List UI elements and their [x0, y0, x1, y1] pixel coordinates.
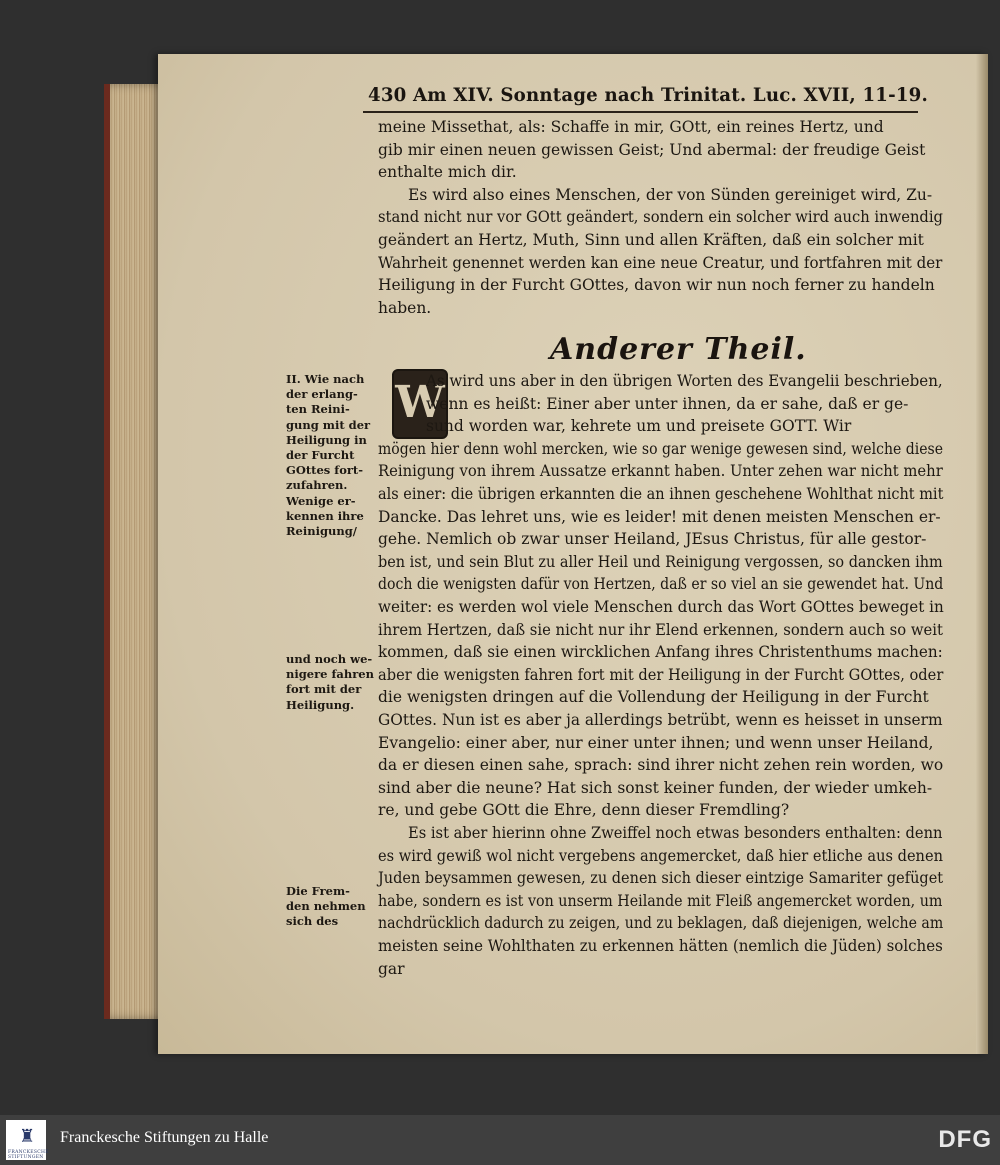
eagle-icon: ♜: [19, 1126, 36, 1147]
institution-logo[interactable]: [6, 1120, 49, 1160]
margin-note-line: zufahren.: [286, 478, 348, 493]
margin-note-line: Heiligung.: [286, 697, 355, 712]
header-rule: [363, 111, 918, 113]
text-line: mögen hier denn wohl mercken, wie so gar wenige gewesen sind, welche diese: [378, 439, 944, 458]
margin-note-line: kennen ihre: [286, 508, 364, 523]
text-line: doch die wenigsten dafür von Hertzen, daß er so viel an sie gewendet hat. Und: [378, 575, 944, 594]
text-line: nachdrücklich dadurch zu zeigen, und zu beklagen, daß diejenigen, welche am: [378, 914, 944, 933]
text-line: sund worden war, kehrete um und preisete GOTT. Wir: [426, 417, 852, 436]
text-line: Heiligung in der Furcht GOttes, davon wir nun noch ferner zu handeln: [378, 276, 935, 295]
margin-note-line: der Furcht: [286, 448, 355, 462]
text-line: Dancke. Das lehret uns, wie es leider! mit denen meisten Menschen er-: [378, 507, 941, 526]
text-line: da er diesen einen sahe, sprach: sind ihrer nicht zehen rein worden, wo: [378, 756, 944, 775]
running-header: [368, 84, 928, 106]
footer-bar: [0, 1115, 1000, 1165]
text-line: GOttes. Nun ist es aber ja allerdings betrübt, wenn es heisset in unserm: [378, 711, 943, 729]
text-line: Juden beysammen gewesen, zu denen sich dieser eintzige Samariter gefüget: [378, 869, 944, 888]
margin-note-line: ten Reini-: [286, 402, 350, 417]
text-line: re, und gebe GOtt die Ehre, denn dieser Fremdling?: [378, 801, 790, 820]
text-line: Wahrheit genennet werden kan eine neue Creatur, und fortfahren mit der: [378, 253, 943, 272]
text-line: geändert an Hertz, Muth, Sinn und allen Kräften, daß ein solcher mit: [378, 231, 924, 249]
margin-note-line: gung mit der: [286, 417, 371, 432]
section-title: Anderer Theil.: [550, 332, 807, 367]
institution-name[interactable]: Franckesche Stiftungen zu Halle: [60, 1129, 269, 1146]
margin-note-line: sich des: [286, 914, 339, 929]
text-line: als einer: die übrigen erkannten die an ihnen geschehene Wohlthat nicht mit: [378, 485, 944, 503]
margin-note-line: Reinigung/: [286, 524, 357, 538]
text-line: ihrem Hertzen, daß sie nicht nur ihr Elend erkennen, sondern auch so weit: [378, 620, 943, 639]
decorated-initial: W: [392, 369, 448, 439]
text-line: habe, sondern es ist von unserm Heilande mit Fleiß angemercket worden, um: [378, 891, 943, 910]
text-line: gehe. Nemlich ob zwar unser Heiland, JEsus Christus, für alle gestor-: [378, 530, 927, 549]
margin-note-line: GOttes fort-: [286, 463, 364, 478]
book-page: [158, 54, 988, 1054]
page-gutter: [976, 54, 988, 1054]
text-line: enthalte mich dir.: [378, 163, 517, 182]
margin-note-line: nigere fahren: [286, 667, 374, 682]
margin-note-line: den nehmen: [286, 899, 366, 914]
text-line: gib mir einen neuen gewissen Geist; Und abermal: der freudige Geist: [378, 140, 926, 159]
dfg-logo[interactable]: DFG: [938, 1126, 992, 1153]
margin-note-line: fort mit der: [286, 682, 362, 697]
margin-note-line: Heiligung in: [286, 432, 367, 447]
text-line: As wird uns aber in den übrigen Worten des Evangelii beschrieben,: [426, 372, 943, 390]
margin-note-line: und noch we-: [286, 652, 373, 666]
text-line: Evangelio: einer aber, nur einer unter ihnen; und wenn unser Heiland,: [378, 733, 934, 752]
margin-note-line: Wenige er-: [286, 493, 356, 508]
text-line: aber die wenigsten fahren fort mit der Heiligung in der Furcht GOttes, oder: [378, 665, 944, 684]
text-line: kommen, daß sie einen wircklichen Anfang ihres Christenthums machen:: [378, 643, 943, 662]
text-line: meine Missethat, als: Schaffe in mir, GOtt, ein reines Hertz, und: [378, 118, 884, 136]
text-line: meisten seine Wohlthaten zu erkennen hätten (nemlich die Jüden) solches: [378, 937, 943, 955]
margin-note-line: der erlang-: [286, 387, 358, 402]
margin-note-line: Die Frem-: [286, 884, 350, 898]
text-line: weiter: es werden wol viele Menschen durch das Wort GOttes beweget in: [378, 598, 944, 616]
text-line: haben.: [378, 298, 432, 317]
text-line: ben ist, und sein Blut zu aller Heil und Reinigung vergossen, so dancken ihm: [378, 552, 943, 571]
text-line: stand nicht nur vor GOtt geändert, sondern ein solcher wird auch inwendig: [378, 208, 943, 227]
margin-note-line: II. Wie nach: [286, 372, 365, 386]
text-line: Es ist aber hierinn ohne Zweiffel noch etwas besonders enthalten: denn: [408, 824, 943, 842]
logo-caption: FRANCKESCHE STIFTUNGEN: [8, 1150, 49, 1160]
text-line: sind aber die neune? Hat sich sonst keiner funden, der wieder umkeh-: [378, 778, 933, 797]
page-number: 430: [368, 84, 407, 106]
text-line: Es wird also eines Menschen, der von Sünden gereiniget wird, Zu-: [408, 185, 933, 204]
text-line: Reinigung von ihrem Aussatze erkannt haben. Unter zehen war nicht mehr: [378, 462, 943, 481]
text-line: die wenigsten dringen auf die Vollendung der Heiligung in der Furcht: [378, 688, 929, 707]
text-line: gar: [378, 959, 405, 978]
text-line: wenn es heißt: Einer aber unter ihnen, da er sahe, daß er ge-: [426, 394, 909, 413]
text-line: es wird gewiß wol nicht vergebens angemercket, daß hier etliche aus denen: [378, 846, 943, 865]
running-title: Am XIV. Sonntage nach Trinitat. Luc. XVII, 11-19.: [413, 84, 929, 106]
